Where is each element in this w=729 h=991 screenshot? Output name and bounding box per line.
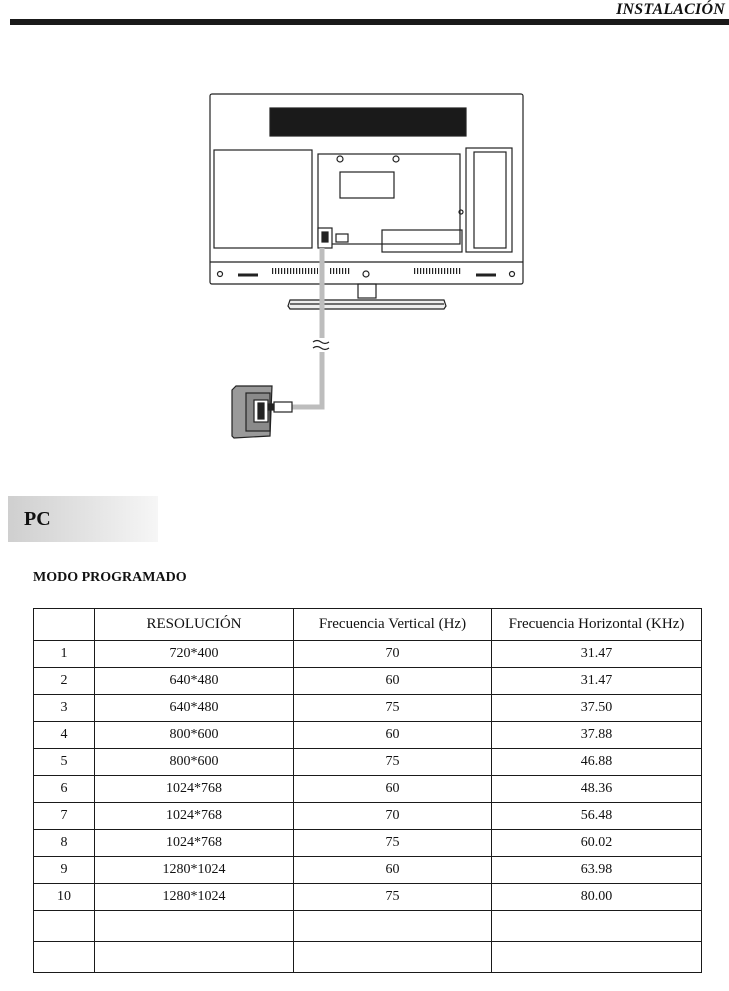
row-index: 2 [34,668,95,695]
row-vertical-frequency: 70 [294,803,492,830]
stand-neck [358,284,376,298]
table-row [34,749,702,776]
row-resolution: 1280*1024 [95,884,294,911]
row-horizontal-frequency: 80.00 [492,884,702,911]
row-vertical-frequency: 75 [294,830,492,857]
table-row [34,641,702,668]
row-horizontal-frequency: 46.88 [492,749,702,776]
row-index: 6 [34,776,95,803]
table-row [34,830,702,857]
section-title: MODO PROGRAMADO [33,570,187,585]
power-cable [290,248,329,407]
table-row [34,722,702,749]
row-horizontal-frequency: 48.36 [492,776,702,803]
pc-section-label: PC [24,508,51,530]
table-row [34,695,702,722]
table-row [34,668,702,695]
row-resolution: 640*480 [95,695,294,722]
row-horizontal-frequency: 31.47 [492,668,702,695]
row-horizontal-frequency [492,911,702,942]
row-vertical-frequency: 70 [294,641,492,668]
tv-rear-illustration [210,94,523,309]
header-resolution: RESOLUCIÓN [95,609,294,641]
row-horizontal-frequency: 31.47 [492,641,702,668]
row-vertical-frequency: 75 [294,749,492,776]
power-connector-slot [322,232,328,242]
table-row [34,857,702,884]
side-panel-inner [474,152,506,248]
row-index: 4 [34,722,95,749]
row-index: 7 [34,803,95,830]
row-horizontal-frequency: 56.48 [492,803,702,830]
table-row-empty [34,911,702,942]
row-vertical-frequency: 75 [294,884,492,911]
header-vertical-frequency: Frecuencia Vertical (Hz) [294,609,492,641]
row-vertical-frequency: 60 [294,668,492,695]
right-side-panel [466,148,512,252]
row-horizontal-frequency: 37.50 [492,695,702,722]
bottom-screw-left [218,272,223,277]
header-index [34,609,95,641]
row-resolution: 1024*768 [95,803,294,830]
row-index: 8 [34,830,95,857]
rear-port-panel [382,230,462,252]
row-resolution: 800*600 [95,749,294,776]
row-resolution: 1280*1024 [95,857,294,884]
plug [274,402,292,412]
left-rear-panel [214,150,312,248]
row-resolution: 800*600 [95,722,294,749]
row-resolution: 1024*768 [95,830,294,857]
header-horizontal-frequency: Frecuencia Horizontal (KHz) [492,609,702,641]
tv-connection-diagram [0,0,729,460]
row-resolution: 640*480 [95,668,294,695]
label-plate [340,172,394,198]
row-horizontal-frequency: 37.88 [492,722,702,749]
row-index: 3 [34,695,95,722]
row-index [34,942,95,973]
row-vertical-frequency: 60 [294,857,492,884]
row-index [34,911,95,942]
row-index: 9 [34,857,95,884]
table-row [34,776,702,803]
top-vent-grille [270,108,466,136]
row-resolution: 1024*768 [95,776,294,803]
table-row [34,803,702,830]
rear-port [336,234,348,242]
preset-modes-table [33,608,702,973]
table-header-row [34,609,702,641]
row-horizontal-frequency [492,942,702,973]
row-index: 1 [34,641,95,668]
table-row-empty [34,942,702,973]
mount-screw-right [393,156,399,162]
bottom-screw-right [510,272,515,277]
row-resolution: 720*400 [95,641,294,668]
row-index: 10 [34,884,95,911]
row-index: 5 [34,749,95,776]
row-vertical-frequency: 75 [294,695,492,722]
table-row [34,884,702,911]
row-vertical-frequency [294,942,492,973]
wall-outlet [232,386,292,438]
mount-screw-left [337,156,343,162]
row-horizontal-frequency: 63.98 [492,857,702,884]
row-vertical-frequency: 60 [294,776,492,803]
row-resolution [95,942,294,973]
row-vertical-frequency: 60 [294,722,492,749]
row-resolution [95,911,294,942]
page-header-title: INSTALACIÓN [616,1,725,18]
center-bottom-screw [363,271,369,277]
row-vertical-frequency [294,911,492,942]
row-horizontal-frequency: 60.02 [492,830,702,857]
